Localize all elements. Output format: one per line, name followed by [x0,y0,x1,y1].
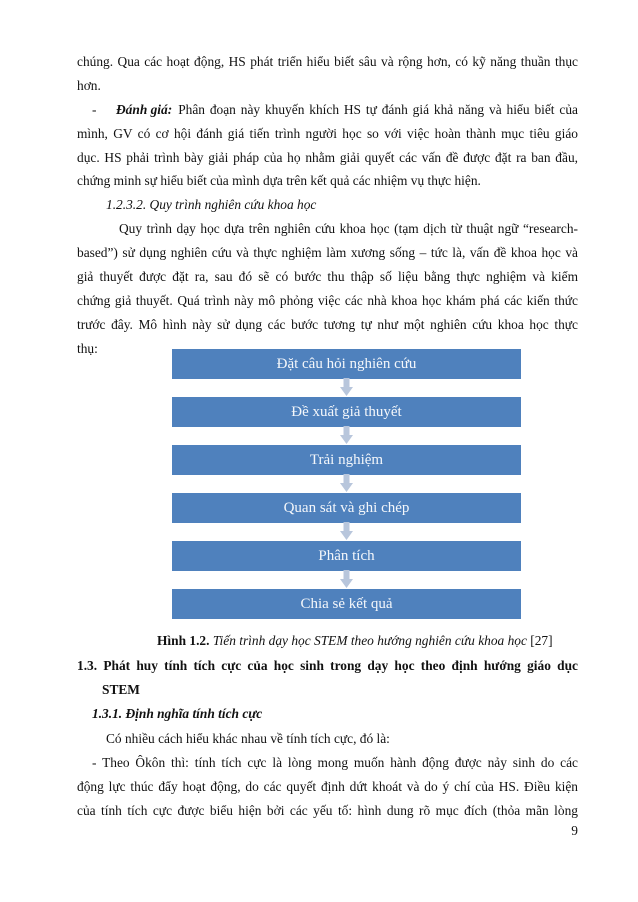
body-text: Phân đoạn này khuyến khích HS tự đánh giá khả năng và hiểu biết của [178,102,578,117]
body-text-line: - Theo Ôkôn thì: tính tích cực là lòng mong muốn hành động được nảy sinh do các [92,755,578,770]
flow-step-1: Đặt câu hỏi nghiên cứu [172,349,521,379]
figure-reference: [27] [530,633,553,648]
figure-label: Hình 1.2. [157,633,210,648]
body-text-line: mình, GV có cơ hội đánh giá tiến trình người học so với việc hoàn thành mục tiêu giáo [77,126,578,141]
down-arrow-icon [340,522,353,540]
flow-step-5: Phân tích [172,541,521,571]
body-text-line: chứng giả thuyết. Quá trình này mô phỏng việc các nhà khoa học khám phá các kiến thức [77,293,578,308]
subsection-heading: 1.2.3.2. Quy trình nghiên cứu khoa học [106,197,317,212]
figure-caption [157,633,553,649]
page-number: 9 [571,823,578,838]
down-arrow-icon [340,474,353,492]
body-text-line: thụ: [77,341,98,356]
figure-caption-text: Tiến trình dạy học STEM theo hướng nghiên cứu khoa học [212,633,527,648]
body-text-line: của tính tích cực được biểu hiện bởi các yếu tố: hình dung rõ mục đích (thỏa mãn lòng [77,803,578,818]
body-text-line: hơn. [77,78,101,93]
subsection-heading: 1.3.1. Định nghĩa tính tích cực [92,706,263,721]
body-text-line: Quy trình dạy học dựa trên nghiên cứu khoa học (tạm dịch từ thuật ngữ “research- [119,221,578,236]
body-text-line: based”) sử dụng nghiên cứu và thực nghiệm làm xương sống – tức là, vấn đề khoa học và [77,245,578,260]
body-text-line: chứng minh sự hiểu biết của mình dựa trên kết quả các nhiệm vụ thực hiện. [77,173,481,188]
evaluation-label: Đánh giá: [116,102,173,117]
body-text-line: trước đây. Mô hình này sử dụng các bước tương tự như một nghiên cứu khoa học thực [77,317,578,332]
down-arrow-icon [340,426,353,444]
body-text-line: chúng. Qua các hoạt động, HS phát triển hiểu biết sâu và rộng hơn, có kỹ năng thuần thục [77,54,578,69]
body-text-line: giả thuyết được đặt ra, sau đó sẽ có bước thu thập số liệu bằng thực nghiệm và kiểm [77,269,578,284]
body-text-line: Có nhiều cách hiểu khác nhau về tính tích cực, đó là: [106,731,390,746]
flow-step-4: Quan sát và ghi chép [172,493,521,523]
flow-step-2: Đề xuất giả thuyết [172,397,521,427]
flowchart [172,349,521,619]
section-heading-continued: STEM [102,682,140,697]
body-text-line: động lực thúc đẩy hoạt động, do các quyết định dứt khoát và do ý chí của HS. Điều kiện [77,779,578,794]
bullet-dash: - [92,102,97,117]
section-heading: 1.3. Phát huy tính tích cực của học sinh trong dạy học theo định hướng giáo dục [77,658,578,673]
evaluation-bullet [92,102,578,118]
flow-step-3: Trải nghiệm [172,445,521,475]
down-arrow-icon [340,570,353,588]
body-text-line: dục. HS phải trình bày giải pháp của họ nhằm giải quyết các vấn đề được đặt ra ban đầu, [77,150,578,165]
flow-step-6: Chia sẻ kết quả [172,589,521,619]
down-arrow-icon [340,378,353,396]
